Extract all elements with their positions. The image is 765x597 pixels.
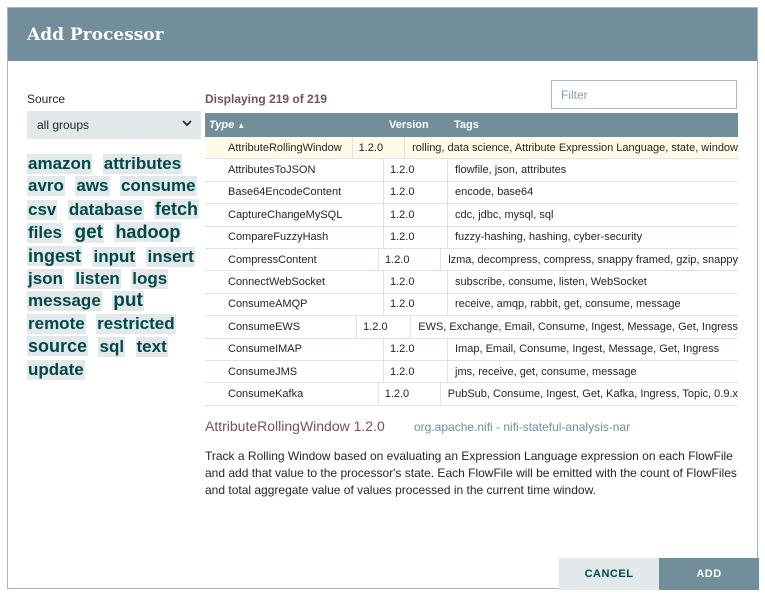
tag-fetch[interactable]: fetch <box>154 198 198 219</box>
cell-type: ConsumeIMAP <box>228 343 302 356</box>
cell-tags-text: PubSub, Consume, Ingest, Get, Kafka, Ingress, Topic, 0.9.x <box>447 387 738 400</box>
tag-consume[interactable]: consume <box>120 176 196 196</box>
table-row[interactable] <box>205 137 738 159</box>
source-select[interactable] <box>27 111 201 139</box>
tag-sql[interactable]: sql <box>99 337 125 357</box>
table-row[interactable] <box>205 361 738 383</box>
cell-tags-text: encode, base64 <box>455 186 534 199</box>
cell-tags <box>447 361 738 382</box>
tag-restricted[interactable]: restricted <box>97 313 175 333</box>
sort-asc-icon: ▲ <box>237 121 246 130</box>
tag-logs[interactable]: logs <box>132 269 168 289</box>
cell-tags-text: cdc, jdbc, mysql, sql <box>455 208 554 221</box>
cell-tags-text: subscribe, consume, listen, WebSocket <box>455 276 647 289</box>
table-row[interactable] <box>205 294 738 316</box>
cell-version: 1.2.0 <box>383 271 447 292</box>
processor-description: Track a Rolling Window based on evaluating an Expression Language expression on each FlowFile and add that value to the processor's state. Each FlowFile will be emitted with the count of FlowFiles and total aggregate value of values processed in the current time window. <box>205 449 737 497</box>
tag-input[interactable]: input <box>93 246 136 266</box>
cell-version: 1.2.0 <box>383 204 447 225</box>
cell-version: 1.2.0 <box>352 137 404 158</box>
column-header-version[interactable]: Version <box>389 119 429 131</box>
tag-cloud <box>27 154 207 382</box>
table-row[interactable] <box>205 339 738 361</box>
cell-tags <box>440 249 738 270</box>
cell-version: 1.2.0 <box>383 182 447 203</box>
tag-text[interactable]: text <box>136 337 167 357</box>
table-row[interactable] <box>205 271 738 293</box>
processor-name: AttributeRollingWindow 1.2.0 <box>205 418 385 434</box>
add-button[interactable]: ADD <box>659 558 759 590</box>
cell-type: CaptureChangeMySQL <box>228 208 343 221</box>
tag-attributes[interactable]: attributes <box>103 154 182 173</box>
cell-type: ConnectWebSocket <box>228 276 326 289</box>
cell-version: 1.2.0 <box>383 227 447 248</box>
table-body <box>205 137 738 406</box>
cell-type: ConsumeEWS <box>228 320 301 333</box>
add-processor-dialog <box>7 7 758 589</box>
cell-tags-text: Imap, Email, Consume, Ingest, Message, Get, Ingress <box>455 343 720 356</box>
cell-version: 1.2.0 <box>383 361 447 382</box>
cell-version: 1.2.0 <box>383 339 447 360</box>
cell-tags-text: jms, receive, get, consume, message <box>455 365 637 378</box>
processor-bundle: org.apache.nifi - nifi-stateful-analysis-nar <box>414 420 631 434</box>
tag-ingest[interactable]: ingest <box>28 245 82 266</box>
cell-tags <box>447 294 738 315</box>
tag-avro[interactable]: avro <box>28 176 64 196</box>
cell-type: Base64EncodeContent <box>228 186 342 199</box>
cell-tags <box>440 383 738 404</box>
tag-get[interactable]: get <box>74 222 103 244</box>
table-row[interactable] <box>205 227 738 249</box>
cell-tags <box>447 339 738 360</box>
table-row[interactable] <box>205 249 738 271</box>
tag-message[interactable]: message <box>28 291 101 311</box>
cell-tags <box>447 159 738 180</box>
cell-type: AttributesToJSON <box>228 164 316 177</box>
source-select-value: all groups <box>37 118 90 132</box>
tag-insert[interactable]: insert <box>147 246 194 266</box>
cell-tags-text: fuzzy-hashing, hashing, cyber-security <box>455 231 643 244</box>
cell-tags-text: rolling, data science, Attribute Expression Language, state, window <box>412 141 738 154</box>
table-row[interactable] <box>205 182 738 204</box>
table-row[interactable] <box>205 204 738 226</box>
tag-database[interactable]: database <box>68 199 143 219</box>
displaying-count: Displaying 219 of 219 <box>205 92 328 106</box>
column-header-tags[interactable]: Tags <box>454 119 479 131</box>
cell-tags-text: lzma, decompress, compress, snappy framed, gzip, snappy <box>448 253 738 266</box>
source-label: Source <box>27 92 66 106</box>
table-header <box>205 113 738 137</box>
cell-tags <box>447 227 738 248</box>
tag-files[interactable]: files <box>28 223 63 243</box>
table-row[interactable] <box>205 159 738 181</box>
tag-update[interactable]: update <box>28 359 84 379</box>
cell-tags <box>447 271 738 292</box>
table-row[interactable] <box>205 316 738 338</box>
cell-tags-text: receive, amqp, rabbit, get, consume, message <box>455 298 681 311</box>
cell-type: ConsumeKafka <box>228 387 304 400</box>
filter-input[interactable] <box>551 80 737 109</box>
tag-listen[interactable]: listen <box>75 269 120 289</box>
cell-type: ConsumeJMS <box>228 365 298 378</box>
cell-tags-text: flowfile, json, attributes <box>455 164 567 177</box>
cell-version: 1.2.0 <box>356 316 410 337</box>
cell-type: AttributeRollingWindow <box>228 141 342 154</box>
cell-tags-text: EWS, Exchange, Email, Consume, Ingest, Message, Get, Ingress <box>418 320 738 333</box>
cell-version: 1.2.0 <box>378 249 440 270</box>
cell-version: 1.2.0 <box>378 383 440 404</box>
tag-source[interactable]: source <box>28 336 88 357</box>
tag-json[interactable]: json <box>28 269 63 289</box>
chevron-down-icon <box>182 118 192 128</box>
table-row[interactable] <box>205 383 738 405</box>
dialog-header <box>8 8 757 61</box>
cell-version: 1.2.0 <box>383 159 447 180</box>
cell-tags <box>404 137 738 158</box>
cell-tags <box>447 204 738 225</box>
column-header-type[interactable]: Type ▲ <box>209 119 246 131</box>
cell-type: ConsumeAMQP <box>228 298 308 311</box>
cell-version: 1.2.0 <box>383 294 447 315</box>
cell-type: CompressContent <box>228 253 317 266</box>
dialog-title: Add Processor <box>27 25 164 45</box>
cell-type: CompareFuzzyHash <box>228 231 329 244</box>
tag-remote[interactable]: remote <box>28 313 85 333</box>
tag-hadoop[interactable]: hadoop <box>115 222 181 243</box>
tag-csv[interactable]: csv <box>28 199 57 219</box>
tag-put[interactable]: put <box>113 290 143 312</box>
cancel-button[interactable]: CANCEL <box>559 558 659 590</box>
tag-aws[interactable]: aws <box>76 176 109 196</box>
tag-amazon[interactable]: amazon <box>28 154 92 173</box>
cell-tags <box>410 316 738 337</box>
cell-tags <box>447 182 738 203</box>
processor-table <box>205 113 738 401</box>
